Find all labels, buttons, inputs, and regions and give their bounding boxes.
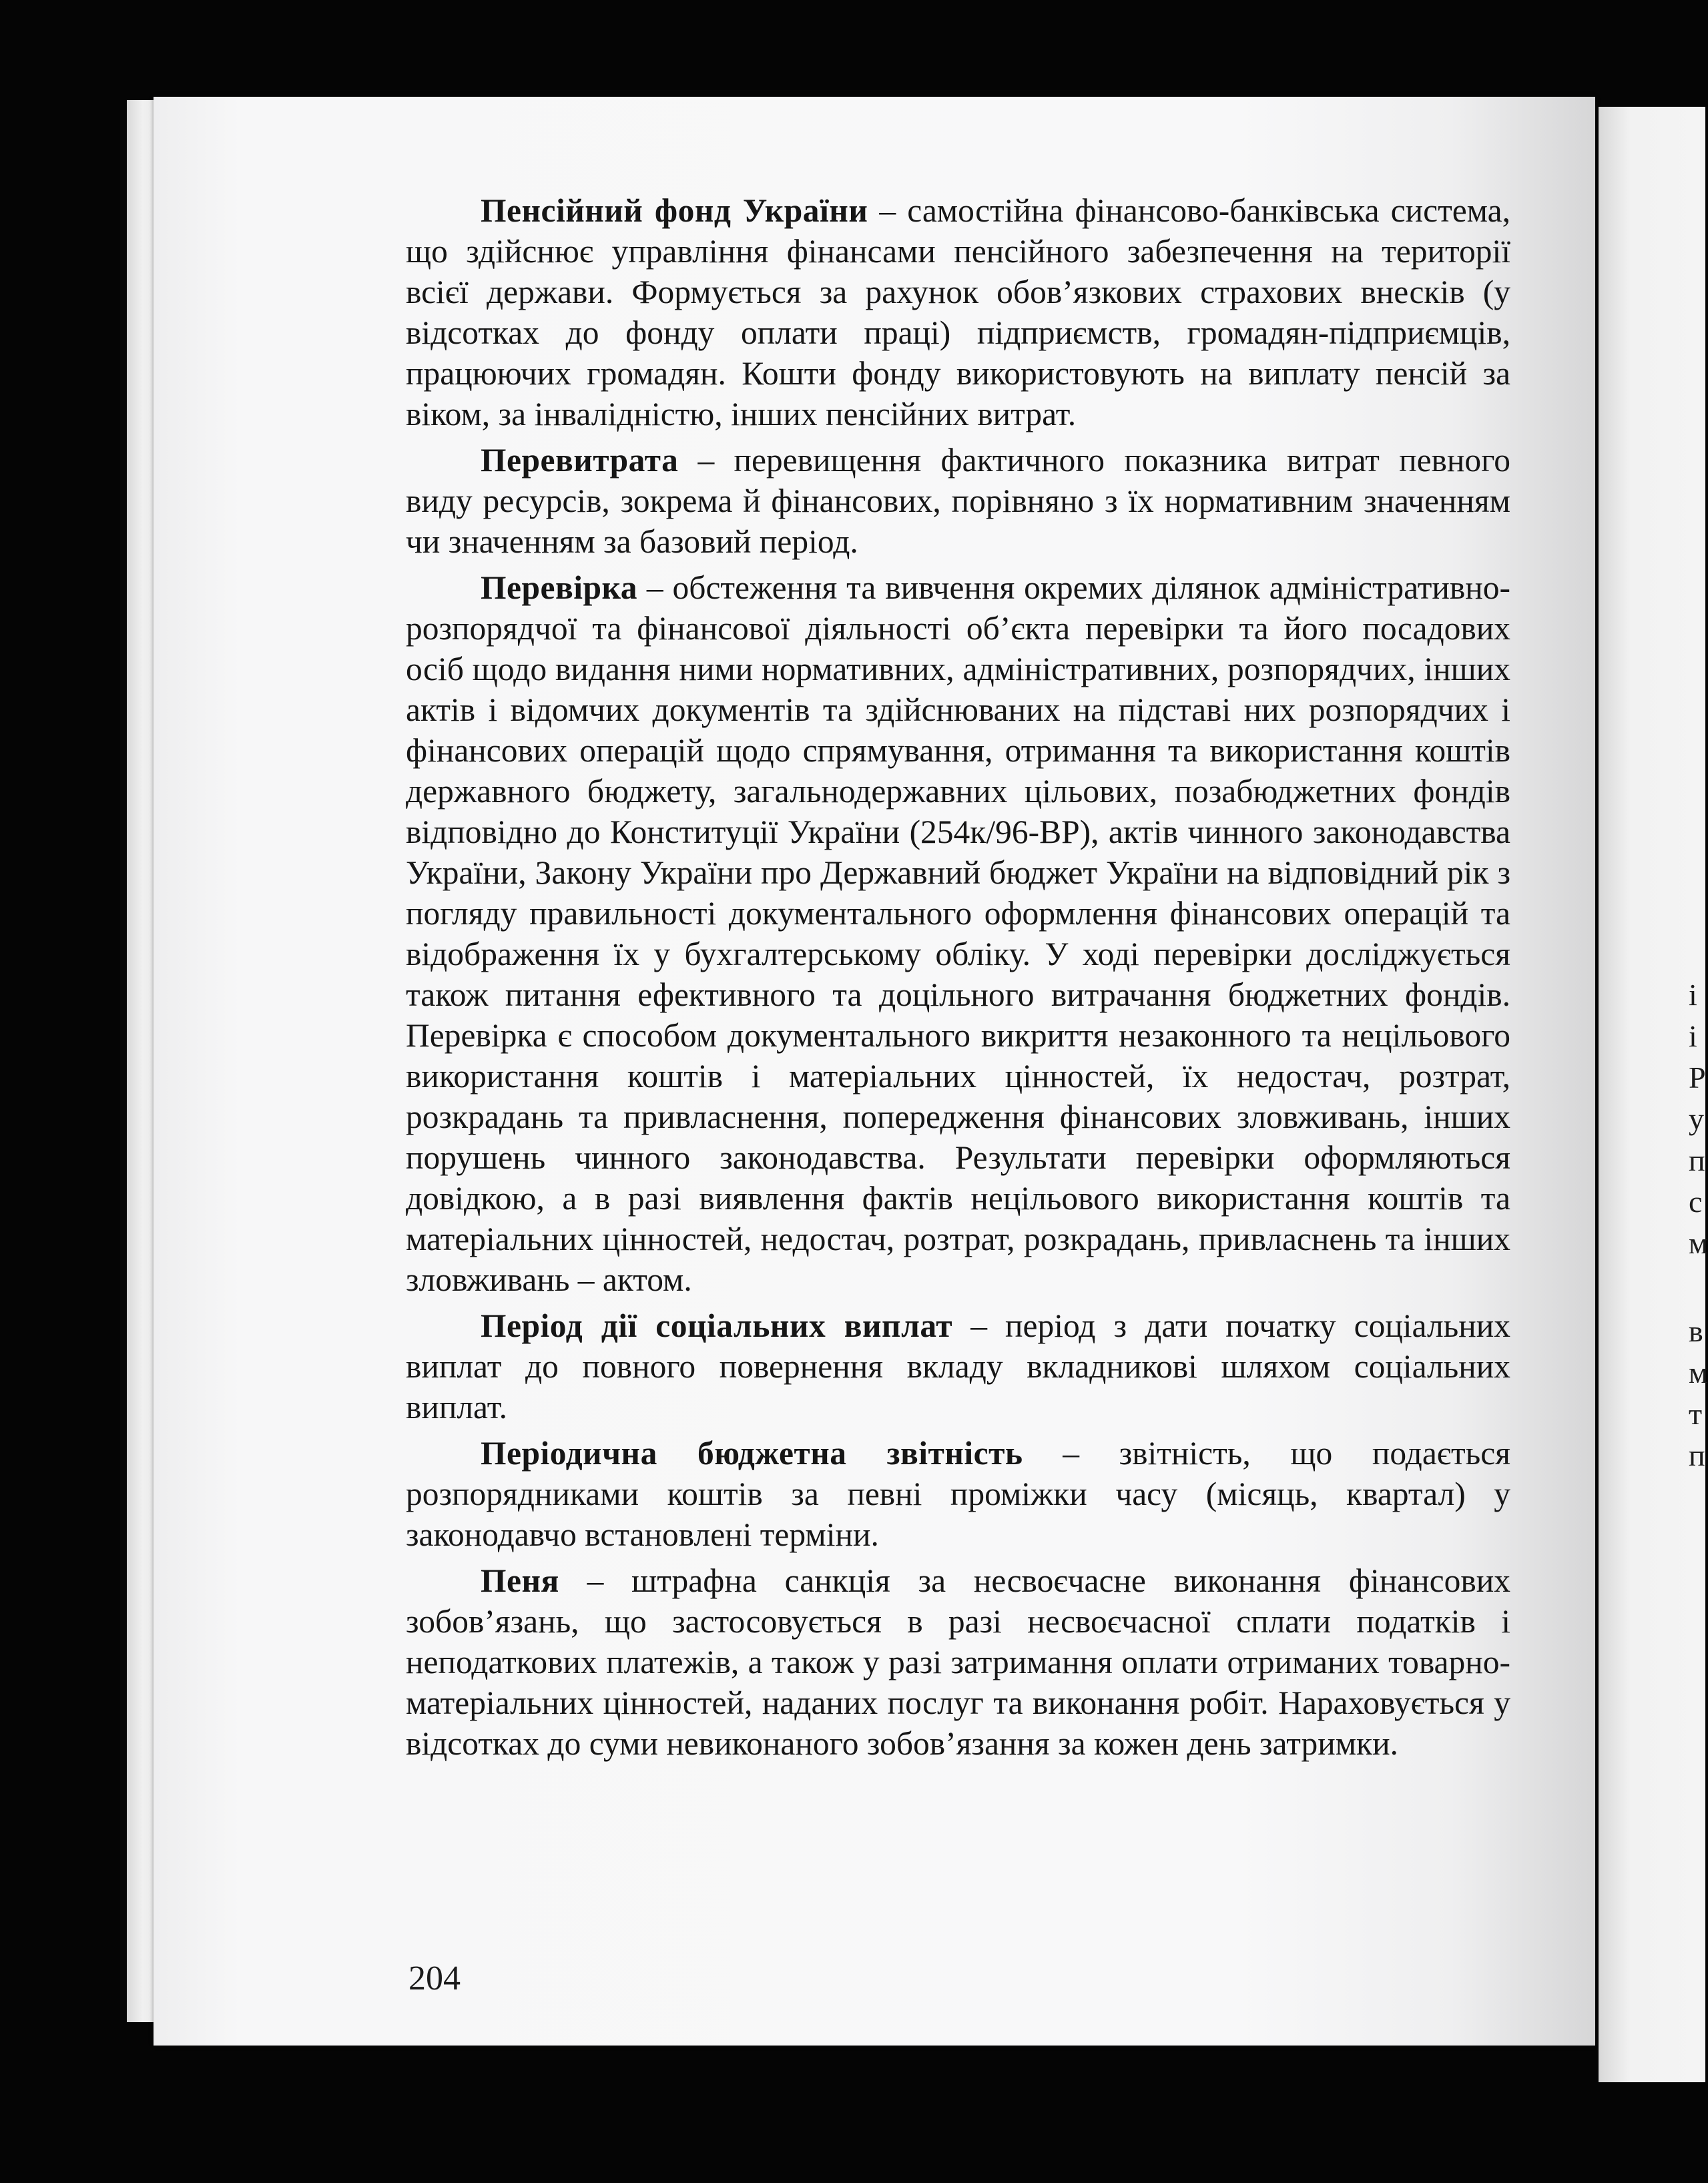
facing-letter: п	[1689, 1143, 1705, 1177]
glossary-entry	[406, 440, 1510, 562]
facing-letter: і	[1689, 978, 1697, 1012]
entry-definition: – звітність, що подається розпорядниками коштів за певні проміжки часу (місяць, квартал) у законодавчо встановлені терміни.	[406, 1435, 1510, 1553]
facing-letter: т	[1689, 1397, 1703, 1431]
glossary-text	[406, 190, 1510, 1769]
entry-term: Перевитрата	[481, 442, 679, 479]
glossary-entry	[406, 1433, 1510, 1555]
entry-definition: – самостійна фінансово-банківська система, що здійснює управління фінансами пенсійного забезпечення на території всієї держави. Формується за рахунок обов’язкових страхових внесків (у відсотках до фонду оплати праці) підприємств, громадян-підприємців, працюючих громадян. Кошти фонду використовують на виплату пенсій за віком, за інвалідністю, інших пенсійних витрат.	[406, 192, 1511, 432]
facing-letter: і	[1689, 1019, 1697, 1053]
glossary-entry	[406, 190, 1510, 434]
entry-definition: – період з дати початку соціальних виплат до повного повернення вкладу вкладникові шляхом соціальних виплат.	[406, 1307, 1510, 1426]
glossary-entry	[406, 567, 1510, 1300]
entry-term: Перевірка	[481, 569, 638, 606]
facing-letter: с	[1689, 1185, 1703, 1219]
facing-page-text	[1689, 974, 1708, 1476]
page-number: 204	[408, 1959, 461, 1997]
facing-letter: Р	[1689, 1060, 1706, 1095]
facing-letter: у	[1689, 1102, 1704, 1136]
facing-letter: в	[1689, 1314, 1703, 1348]
entry-term: Пеня	[481, 1562, 559, 1599]
entry-term: Період дії соціальних виплат	[481, 1307, 953, 1344]
facing-letter: п	[1689, 1438, 1705, 1472]
entry-term: Пенсійний фонд України	[481, 192, 868, 229]
entry-definition: – штрафна санкція за несвоєчасне виконання фінансових зобов’язань, що застосовується в разі несвоєчасної сплати податків і неподаткових платежів, а також у разі затримання оплати отриманих товарно-матеріальних цінностей, наданих послуг та виконання робіт. Нараховується у відсотках до суми невиконаного зобов’язання за кожен день затримки.	[406, 1562, 1510, 1762]
facing-letter: м	[1689, 1226, 1708, 1260]
entry-definition: – перевищення фактичного показника витрат певного виду ресурсів, зокрема й фінансових, порівняно з їх нормативним значенням чи значенням за базовий період.	[406, 442, 1510, 560]
glossary-entry	[406, 1560, 1510, 1764]
entry-definition: – обстеження та вивчення окремих ділянок адміністративно-розпорядчої та фінансової діяльності об’єкта перевірки та його посадових осіб щодо видання ними нормативних, адміністративних, розпорядчих, інших актів і відомчих документів та здійснюваних на підставі них розпорядчих і фінансових операцій щодо спрямування, отримання та використання коштів державного бюджету, загальнодержавних цільових, позабюджетних фондів відповідно до Конституції України (254к/96-ВР), актів чинного законодавства України, Закону України про Державний бюджет України на відповідний рік з погляду правильності документального оформлення фінансових операцій та відображення їх у бухгалтерському обліку. У ході перевірки досліджується також питання ефективного та доцільного витрачання бюджетних фондів. Перевірка є способом документального викриття незаконного та нецільового використання коштів і матеріальних цінностей, їх недостач, розтрат, розкрадань та привласнення, попередження фінансових зловживань, інших порушень чинного законодавства. Результати перевірки оформляються довідкою, а в разі виявлення фактів нецільового використання коштів та матеріальних цінностей, недостач, розтрат, розкрадань, привласнень та інших зловживань – актом.	[406, 569, 1510, 1298]
entry-term: Періодична бюджетна звітність	[481, 1435, 1023, 1472]
glossary-entry	[406, 1305, 1510, 1428]
facing-letter: м	[1689, 1355, 1708, 1389]
